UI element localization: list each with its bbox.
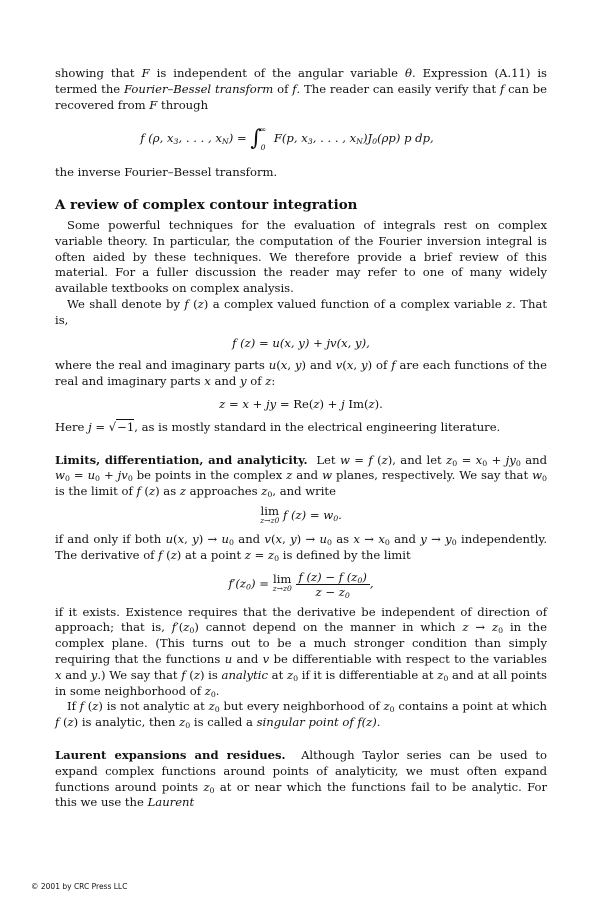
equation-inverse-fourier-bessel: f (ρ, $x_3$, . . . , $x_N$) = ∫ ∞ 0 F(p, $x_3$, . . . , $x_N)J_0(\rho p)$ p dp, xyxy=(140,125,434,153)
section-paragraph-1: Some powerful techniques for the evaluation of integrals rest on complex variable theory. In particular, the computation of the Fourier inversion integral is often aided by these techniques. We therefore provide a brief review of this material. For a fuller discussion the reader may refer to one of many widely available textbooks on complex analysis. xyxy=(55,217,547,296)
equation-z: z = x + jy = Re(z) + j Im(z). xyxy=(219,396,383,411)
limits-paragraph-2: if and only if both u(x, $y) \to u_0$ and v(x, $y) \to u_0$ as $x \to x_0$ and $y \to y_0$ independently. The derivative of f (z) at a point $z = z_0$ is defined by the limit xyxy=(55,531,548,563)
section-paragraph-4: Here j = √−1, as is mostly standard in the electrical engineering literature. xyxy=(55,419,501,434)
limits-paragraph-4: If f (z) is not analytic at $z_0$ but every neighborhood of $z_0$ contains a point at which f (z) is analytic, then $z_0$ is called a singular point of f(z). xyxy=(55,699,547,731)
limits-paragraph: Limits, differentiation, and analyticity. Let w = f (z), and let $z_0 = x_0 + jy_0$ and $w_0 = u_0 + jv_0$ be points in the complex z and w planes, respectively. We say that $w_0$ is the limit of f (z) as z approaches $z_0$, and write xyxy=(55,452,547,500)
copyright-footer: © 2001 by CRC Press LLC xyxy=(31,882,128,891)
section-title: A review of complex contour integration xyxy=(55,197,358,214)
limits-paragraph-3: if it exists. Existence requires that the derivative be independent of direction of approach; that is, $f'(z_0)$ cannot depend on the manner in which $z \to z_0$ in the complex plane. (This turns out to be a much stronger condition than simply requiring that the functions u and v be differentiable with respect to the variables x and y.) We say that f (z) is analytic at $z_0$ if it is differentiable at $z_0$ and at all points in some neighborhood of $z_0$. xyxy=(55,604,548,699)
laurent-paragraph: Laurent expansions and residues. Although Taylor series can be used to expand complex functions around points of analyticity, we must often expand functions around points $z_0$ at or near which the functions fail to be analytic. For this we use the Laurent xyxy=(55,747,548,810)
intro-paragraph-2: the inverse Fourier–Bessel transform. xyxy=(55,165,278,180)
equation-limit: lim z→z0 f $(z) = w_0$. xyxy=(260,503,342,525)
equation-fz: f (z) = u(x, y) + jv(x, y), xyxy=(232,335,370,350)
equation-derivative: $f'(z_0) = \lim$ z→z0 $\frac{f (z) - f (z_0)}{z - z_0}$ , xyxy=(228,569,374,600)
intro-paragraph: showing that F is independent of the angular variable θ. Expression (A.11) is termed the Fourier–Bessel transform of f. The reader can easily verify that f can be recovered from F through xyxy=(55,66,548,112)
section-paragraph-2: We shall denote by f (z) a complex valued function of a complex variable z. That is, xyxy=(55,296,548,327)
page-body xyxy=(55,66,547,811)
section-paragraph-3: where the real and imaginary parts u(x, y) and v(x, y) of f are each functions of the real and imaginary parts x and y of z: xyxy=(55,358,548,389)
